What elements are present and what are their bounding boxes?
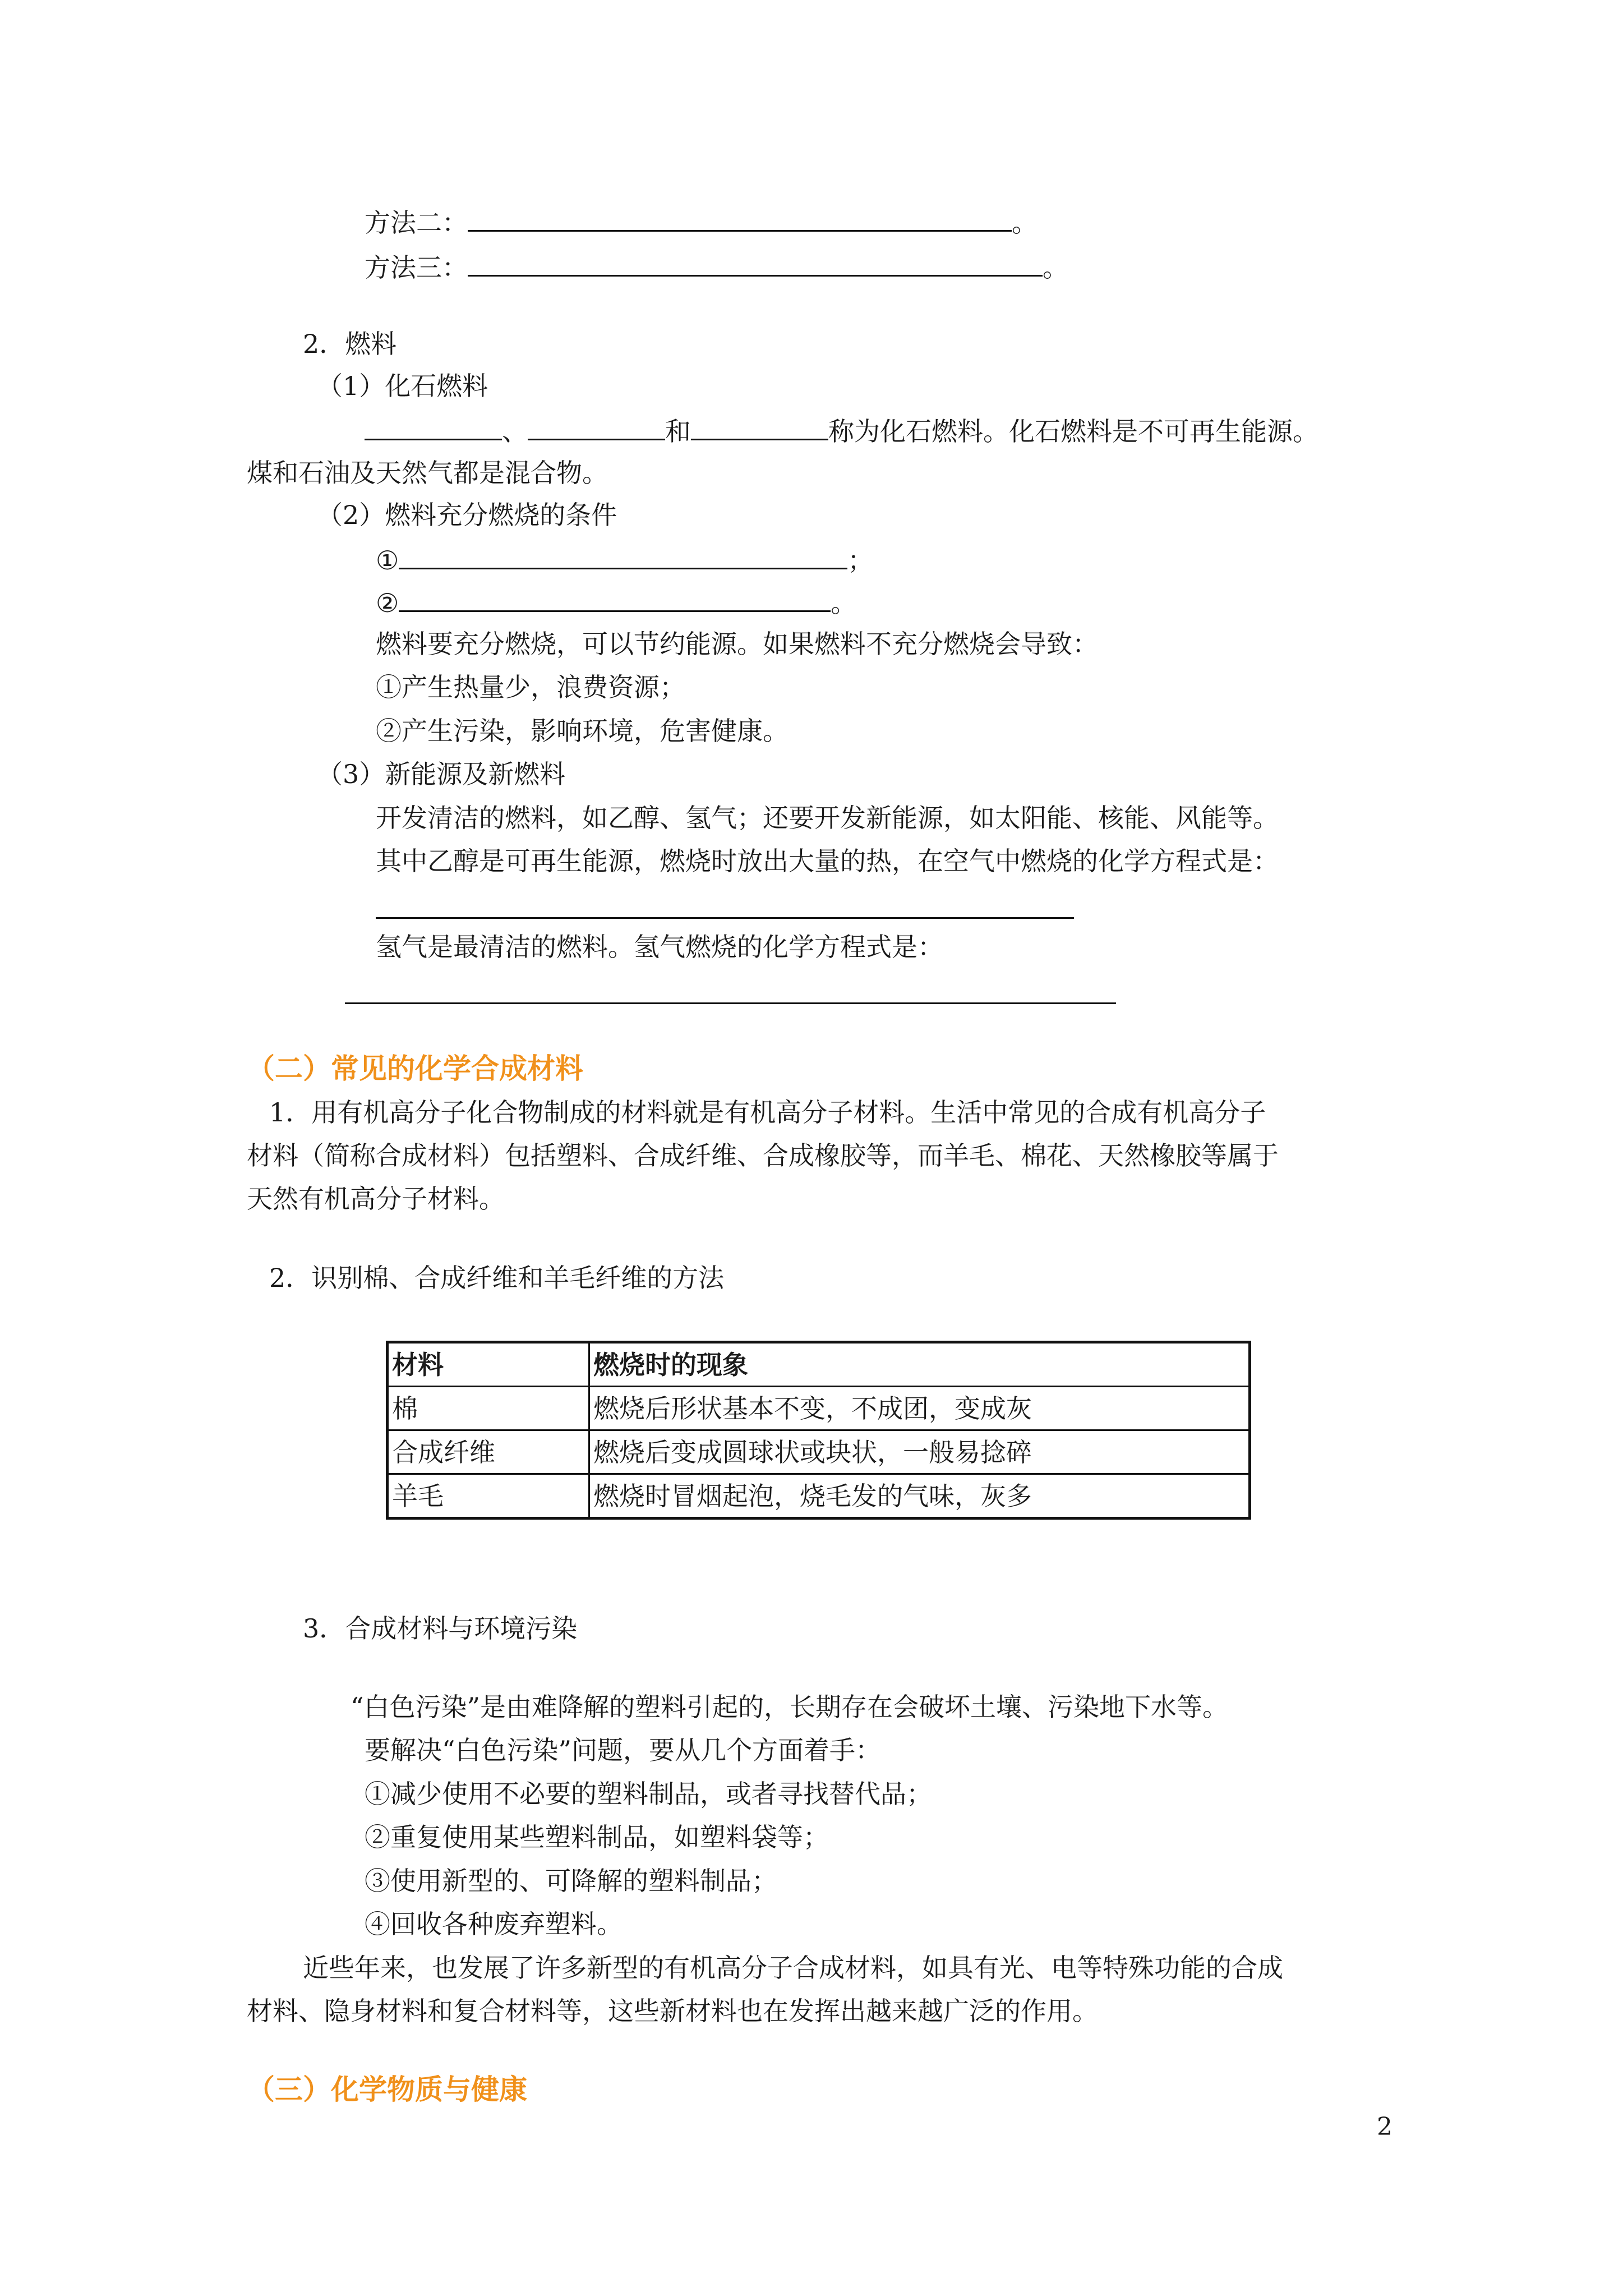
table-cell: 羊毛 [388, 1474, 589, 1519]
condition-1-mark: ① [376, 545, 399, 576]
fossil-fuel-line [365, 416, 1318, 447]
new-materials-line-1: 近些年来，也发展了许多新型的有机高分子合成材料，如具有光、电等特殊功能的合成 [303, 1953, 1283, 1983]
fossil-tail: 称为化石燃料。化石燃料是不可再生能源。 [828, 416, 1318, 447]
table-cell: 棉 [388, 1387, 589, 1430]
table-header-material: 材料 [388, 1342, 589, 1387]
method-3-blank [468, 252, 1043, 277]
white-pollution-item-1: ①减少使用不必要的塑料制品，或者寻找替代品； [365, 1779, 932, 1809]
method-3-label: 方法三： [365, 252, 468, 283]
section-2-heading: （二）常见的化学合成材料 [247, 1052, 583, 1085]
white-pollution-item-4: ④回收各种废弃塑料。 [365, 1909, 623, 1939]
white-pollution-item-2: ②重复使用某些塑料制品，如塑料袋等； [365, 1822, 829, 1852]
new-energy-heading: （3）新能源及新燃料 [317, 759, 566, 789]
table-cell: 燃烧后形状基本不变，不成团，变成灰 [589, 1387, 1250, 1430]
fossil-blank-2 [528, 416, 665, 440]
section-2-p3-title: 3．合成材料与环境污染 [303, 1613, 578, 1644]
condition-2-blank [399, 588, 831, 612]
hydrogen-equation-blank [345, 1002, 1116, 1004]
fossil-blank-3 [691, 416, 828, 440]
fiber-burn-table [386, 1341, 1251, 1520]
table-row [388, 1387, 1250, 1430]
new-materials-line-2: 材料、隐身材料和复合材料等，这些新材料也在发挥出越来越广泛的作用。 [247, 1996, 1098, 2026]
combustion-effects-intro: 燃料要充分燃烧，可以节约能源。如果燃料不充分燃烧会导致： [376, 629, 1098, 659]
combustion-effect-1: ①产生热量少，浪费资源； [376, 672, 685, 702]
combustion-effect-2: ②产生污染，影响环境，危害健康。 [376, 716, 789, 746]
fossil-blank-1 [365, 416, 502, 440]
condition-2-end: 。 [831, 588, 857, 618]
white-pollution-line-1: “白色污染”是由难降解的塑料引起的，长期存在会破坏土壤、污染地下水等。 [351, 1692, 1229, 1722]
fuel-title: 2．燃料 [303, 329, 397, 359]
white-pollution-line-2: 要解决“白色污染”问题，要从几个方面着手： [365, 1735, 882, 1765]
section-2-p1-line-1: 1．用有机高分子化合物制成的材料就是有机高分子材料。生活中常见的合成有机高分子 [269, 1097, 1266, 1128]
condition-2-line [376, 588, 856, 616]
white-pollution-item-3: ③使用新型的、可降解的塑料制品； [365, 1866, 777, 1896]
method-2-label: 方法二： [365, 208, 468, 238]
hydrogen-line: 氢气是最清洁的燃料。氢气燃烧的化学方程式是： [376, 932, 943, 962]
new-energy-line-2: 其中乙醇是可再生能源，燃烧时放出大量的热，在空气中燃烧的化学方程式是： [376, 846, 1279, 876]
section-3-heading: （三）化学物质与健康 [247, 2073, 527, 2106]
fossil-fuel-heading: （1）化石燃料 [317, 371, 488, 401]
table-cell: 燃烧后变成圆球状或块状，一般易捻碎 [589, 1430, 1250, 1474]
fossil-fuel-line-2: 煤和石油及天然气都是混合物。 [247, 458, 608, 488]
condition-2-mark: ② [376, 588, 399, 618]
section-2-p1-line-3: 天然有机高分子材料。 [247, 1184, 505, 1214]
table-header-row [388, 1342, 1250, 1387]
condition-1-line [376, 545, 874, 576]
ethanol-equation-blank [376, 917, 1074, 919]
fossil-sep-2: 和 [665, 416, 691, 447]
new-energy-line-1: 开发清洁的燃料，如乙醇、氢气；还要开发新能源，如太阳能、核能、风能等。 [376, 803, 1279, 833]
method-2-end: 。 [1012, 208, 1038, 238]
table-cell: 合成纤维 [388, 1430, 589, 1474]
method-2-blank [468, 208, 1012, 232]
section-2-p2-title: 2．识别棉、合成纤维和羊毛纤维的方法 [269, 1263, 725, 1293]
page-number: 2 [1377, 2113, 1393, 2141]
method-3-end: 。 [1043, 252, 1068, 283]
condition-1-end: ； [847, 545, 874, 576]
condition-1-blank [399, 545, 847, 569]
fossil-sep-1: 、 [502, 416, 528, 447]
table-header-phenomenon: 燃烧时的现象 [589, 1342, 1250, 1387]
combustion-conditions-heading: （2）燃料充分燃烧的条件 [317, 500, 617, 530]
table-cell: 燃烧时冒烟起泡，烧毛发的气味，灰多 [589, 1474, 1250, 1519]
table-row [388, 1430, 1250, 1474]
table-row [388, 1474, 1250, 1519]
method-3-line [365, 252, 1068, 283]
method-2-line [365, 208, 1038, 236]
section-2-p1-line-2: 材料（简称合成材料）包括塑料、合成纤维、合成橡胶等，而羊毛、棉花、天然橡胶等属于 [247, 1140, 1279, 1171]
